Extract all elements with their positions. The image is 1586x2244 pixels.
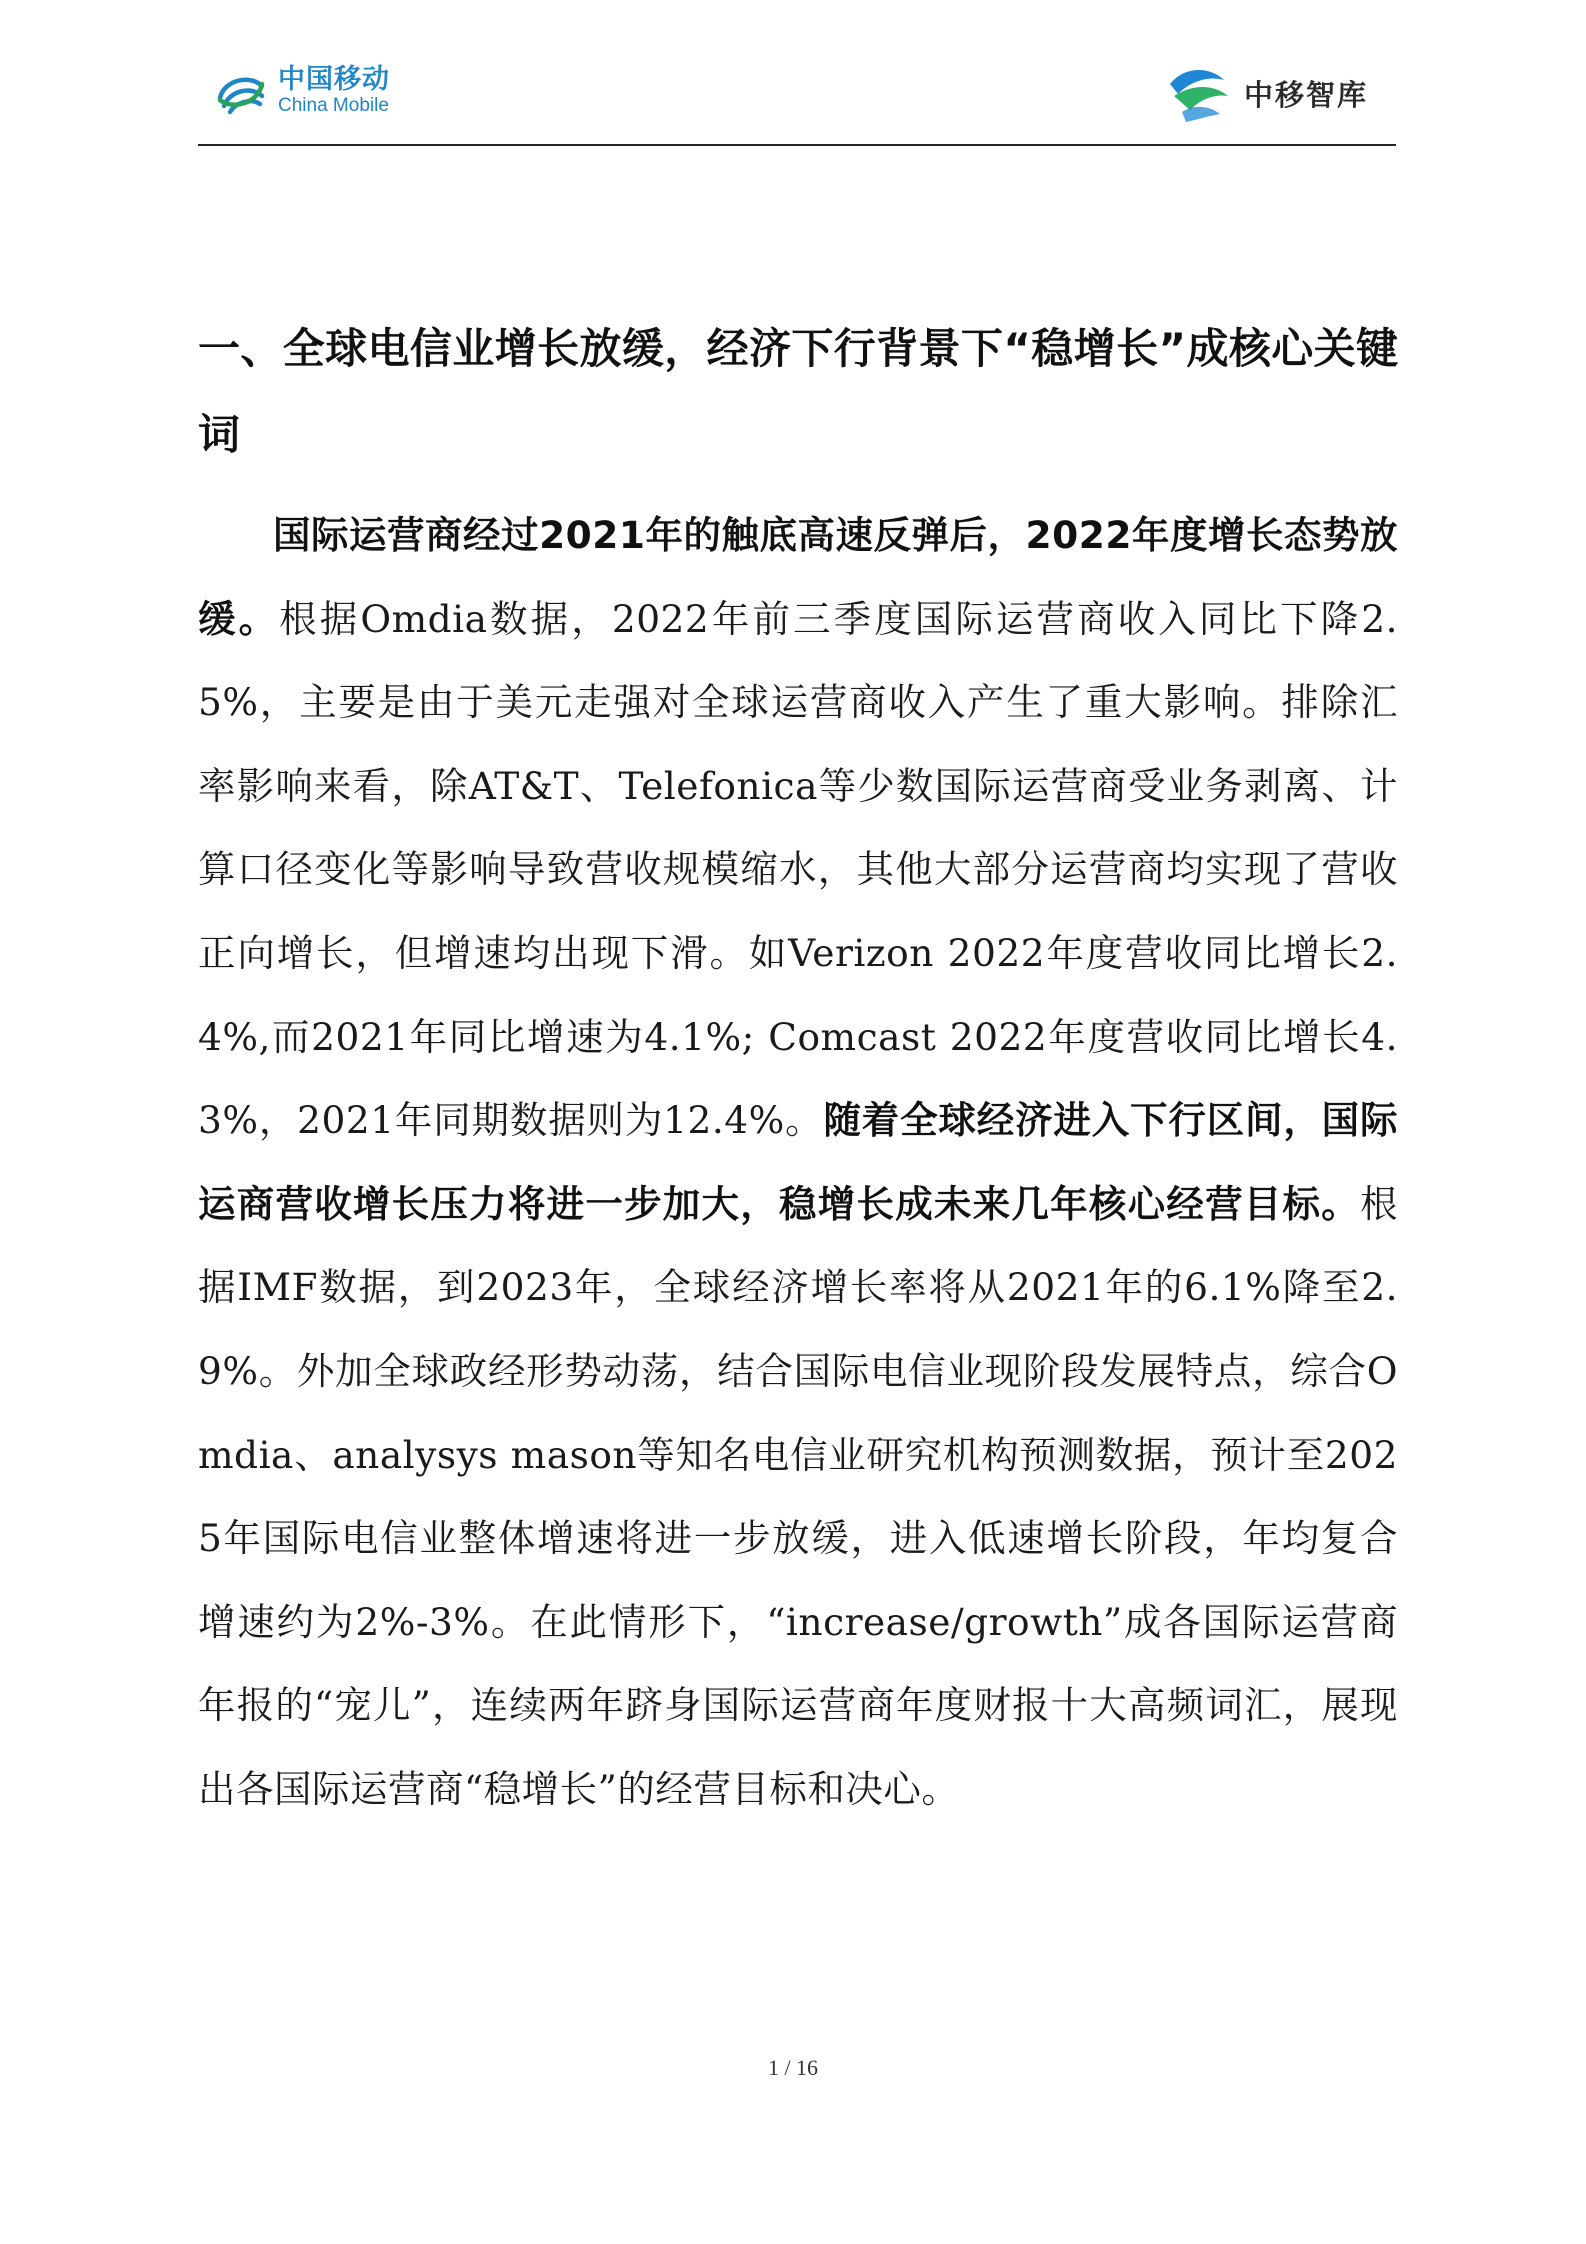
- body-text-2: 根据IMF数据，到2023年，全球经济增长率将从2021年的6.1%降至2.9%。外加全球政经形势动荡，结合国际电信业现阶段发展特点，综合Omdia、analysys mason等知名电信业研究机构预测数据，预计至2025年国际电信业整体增速将进一步放缓，进入低速增长阶段，年均复合增速约为2%-3%。在此情形下，“increase/growth”成各国际运营商年报的“宠儿”，连续两年跻身国际运营商年度财报十大高频词汇，展现出各国际运营商“稳增长”的经营目标和决心。: [198, 1181, 1398, 1811]
- china-mobile-logo-icon: [210, 60, 272, 122]
- highlight-text-2: 随着全球经济进入下行区间，国际运商营收增长压力将进一步加大，稳增长成未来几年核心经营目标。: [198, 1098, 1398, 1226]
- section-title: 一、全球电信业增长放缓，经济下行背景下“稳增长”成核心关键词: [198, 324, 1398, 459]
- page-header: [198, 52, 1396, 146]
- zhongyi-zhiku-logo: [1164, 62, 1368, 124]
- china-mobile-cn-name: 中国移动: [278, 64, 390, 95]
- zhongyi-zhiku-logo-icon: [1164, 62, 1234, 124]
- zhongyi-zhiku-name: 中移智库: [1243, 77, 1368, 112]
- page-number: 1 / 16: [767, 2055, 819, 2080]
- china-mobile-logo: [210, 60, 390, 122]
- china-mobile-en-name: China Mobile: [278, 95, 389, 116]
- body-text-1: 根据Omdia数据，2022年前三季度国际运营商收入同比下降2.5%，主要是由于美元走强对全球运营商收入产生了重大影响。排除汇率影响来看，除AT&T、Telefonica等少数国际运营商受业务剥离、计算口径变化等影响导致营收规模缩水，其他大部分运营商均实现了营收正向增长，但增速均出现下滑。如Verizon 2022年度营收同比增长2.4%,而2021年同比增速为4.1%; Comcast 2022年度营收同比增长4.3%，2021年同期数据则为12.4%。: [198, 596, 1398, 1143]
- highlight-text-1: 国际运营商经过2021年的触底高速反弹后，2022年度增长态势放缓。: [198, 513, 1398, 641]
- body-paragraph: [198, 494, 1398, 1832]
